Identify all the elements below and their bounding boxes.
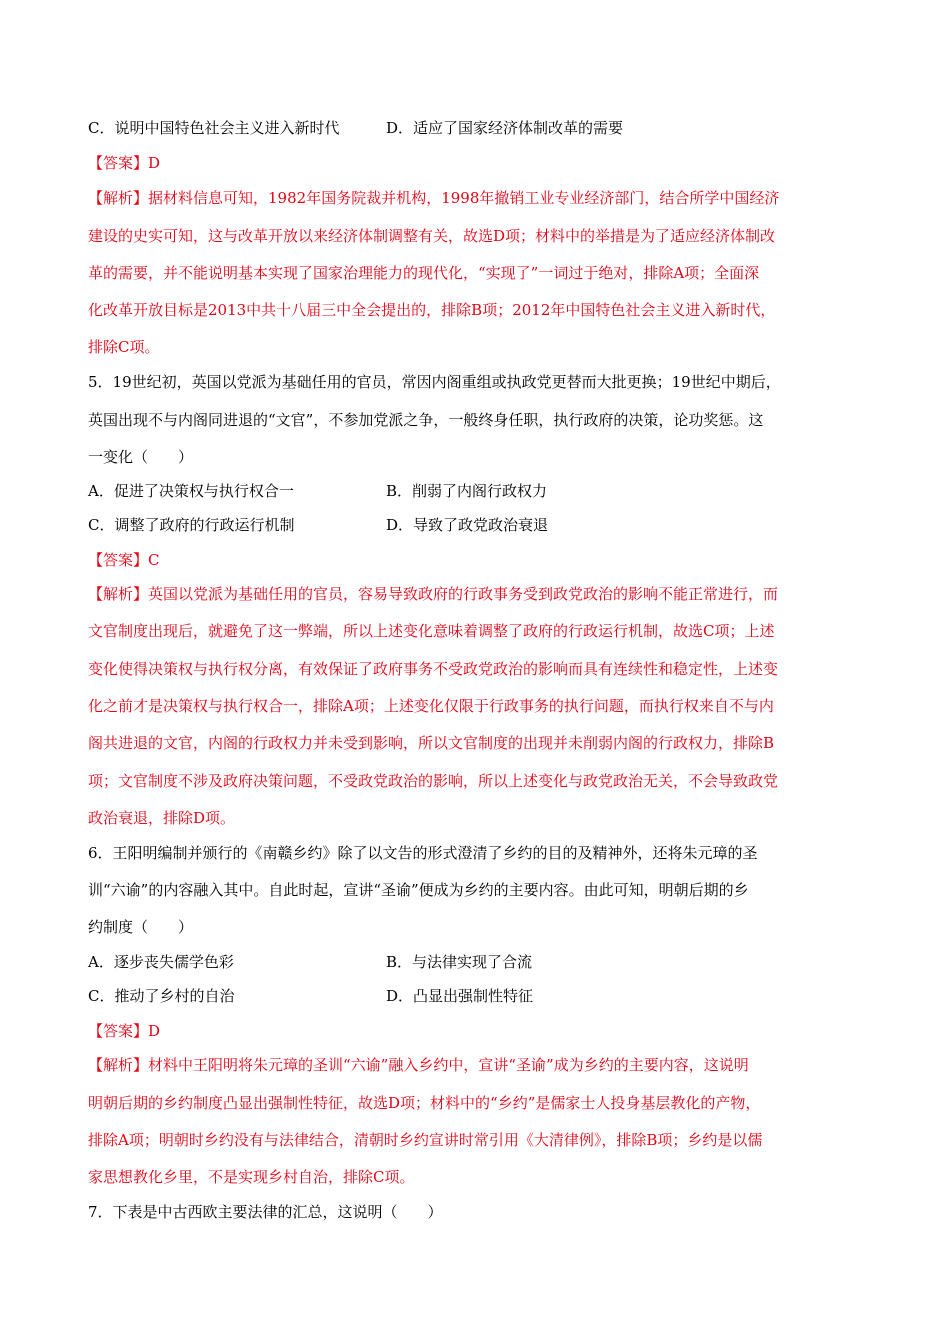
answer-value: C	[148, 551, 160, 569]
q7-stem: 7．下表是中古西欧主要法律的汇总，这说明（ ）	[88, 1203, 443, 1221]
q5-option-b: B．削弱了内阁行政权力	[386, 482, 548, 500]
q5-stem-line-2: 英国出现不与内阁同进退的“文官”，不参加党派之争，一般终身任职，执行政府的决策，论功奖惩。这	[88, 411, 764, 429]
q5-stem-line-3: 一变化（ ）	[88, 448, 194, 466]
q5-analysis-line-7: 政治衰退，排除D项。	[88, 809, 236, 827]
analysis-label: 【解析】	[88, 189, 149, 207]
q4-analysis-line-1	[88, 188, 868, 208]
q5-analysis-line-6: 项；文官制度不涉及政府决策问题，不受政党政治的影响，所以上述变化与政党政治无关，不会导致政党	[88, 772, 779, 790]
q6-answer	[88, 1021, 868, 1041]
q6-analysis-line-2: 明朝后期的乡约制度凸显出强制性特征，故选D项；材料中的“乡约”是儒家士人投身基层教化的产物，	[88, 1094, 761, 1112]
q5-analysis-line-4: 化之前才是决策权与执行权合一，排除A项；上述变化仅限于行政事务的执行问题，而执行权来自不与内	[88, 697, 774, 715]
analysis-text: 据材料信息可知，1982年国务院裁并机构，1998年撤销工业专业经济部门，结合所学中国经济	[148, 189, 780, 207]
analysis-label: 【解析】	[88, 585, 149, 603]
q5-analysis-line-1	[88, 584, 868, 604]
q5-option-c: C．调整了政府的行政运行机制	[88, 516, 295, 534]
q6-option-c: C．推动了乡村的自治	[88, 987, 235, 1005]
answer-value: D	[148, 1022, 161, 1040]
q6-stem-line-2: 训“六谕”的内容融入其中。自此时起，宣讲“圣谕”便成为乡约的主要内容。由此可知，明朝后期的乡	[88, 881, 749, 899]
q5-answer	[88, 550, 868, 570]
q5-option-d: D．导致了政党政治衰退	[386, 516, 549, 534]
q4-option-d: D．适应了国家经济体制改革的需要	[386, 119, 624, 137]
q4-analysis-line-4: 化改革开放目标是2013中共十八届三中全会提出的，排除B项；2012年中国特色社会主义进入新时代，	[88, 301, 776, 319]
q4-analysis-line-5: 排除C项。	[88, 338, 160, 356]
answer-label: 【答案】	[88, 551, 149, 569]
q6-option-b: B．与法律实现了合流	[386, 953, 533, 971]
q5-analysis-line-2: 文官制度出现后，就避免了这一弊端，所以上述变化意味着调整了政府的行政运行机制，故选C项；上述	[88, 622, 775, 640]
answer-value: D	[148, 154, 161, 172]
answer-label: 【答案】	[88, 1022, 149, 1040]
q5-option-a: A．促进了决策权与执行权合一	[88, 482, 294, 500]
q6-stem-line-1: 6．王阳明编制并颁行的《南赣乡约》除了以文告的形式澄清了乡约的目的及精神外，还将朱元璋的圣	[88, 844, 758, 862]
q4-answer	[88, 153, 868, 173]
q4-analysis-line-2: 建设的史实可知，这与改革开放以来经济体制调整有关，故选D项；材料中的举措是为了适应经济体制改	[88, 227, 776, 245]
q4-option-c: C．说明中国特色社会主义进入新时代	[88, 119, 340, 137]
q6-option-d: D．凸显出强制性特征	[386, 987, 534, 1005]
answer-label: 【答案】	[88, 154, 149, 172]
q6-analysis-line-1	[88, 1055, 868, 1075]
q6-analysis-line-3: 排除A项；明朝时乡约没有与法律结合，清朝时乡约宣讲时常引用《大清律例》，排除B项；乡约是以儒	[88, 1131, 763, 1149]
q6-stem-line-3: 约制度（ ）	[88, 918, 194, 936]
analysis-text: 材料中王阳明将朱元璋的圣训“六谕”融入乡约中，宣讲“圣谕”成为乡约的主要内容，这说明	[148, 1056, 749, 1074]
q5-analysis-line-5: 阁共进退的文官，内阁的行政权力并未受到影响，所以文官制度的出现并未削弱内阁的行政权力，排除B	[88, 734, 775, 752]
q6-analysis-line-4: 家思想教化乡里，不是实现乡村自治，排除C项。	[88, 1168, 415, 1186]
analysis-text: 英国以党派为基础任用的官员，容易导致政府的行政事务受到政党政治的影响不能正常进行，而	[148, 585, 779, 603]
analysis-label: 【解析】	[88, 1056, 149, 1074]
q6-option-a: A．逐步丧失儒学色彩	[88, 953, 234, 971]
q4-analysis-line-3: 革的需要，并不能说明基本实现了国家治理能力的现代化，“实现了”一词过于绝对，排除A项；全面深	[88, 264, 760, 282]
q5-stem-line-1: 5．19世纪初，英国以党派为基础任用的官员，常因内阁重组或执政党更替而大批更换；19世纪中期后，	[88, 373, 781, 391]
q5-analysis-line-3: 变化使得决策权与执行权分离，有效保证了政府事务不受政党政治的影响而具有连续性和稳定性，上述变	[88, 660, 779, 678]
